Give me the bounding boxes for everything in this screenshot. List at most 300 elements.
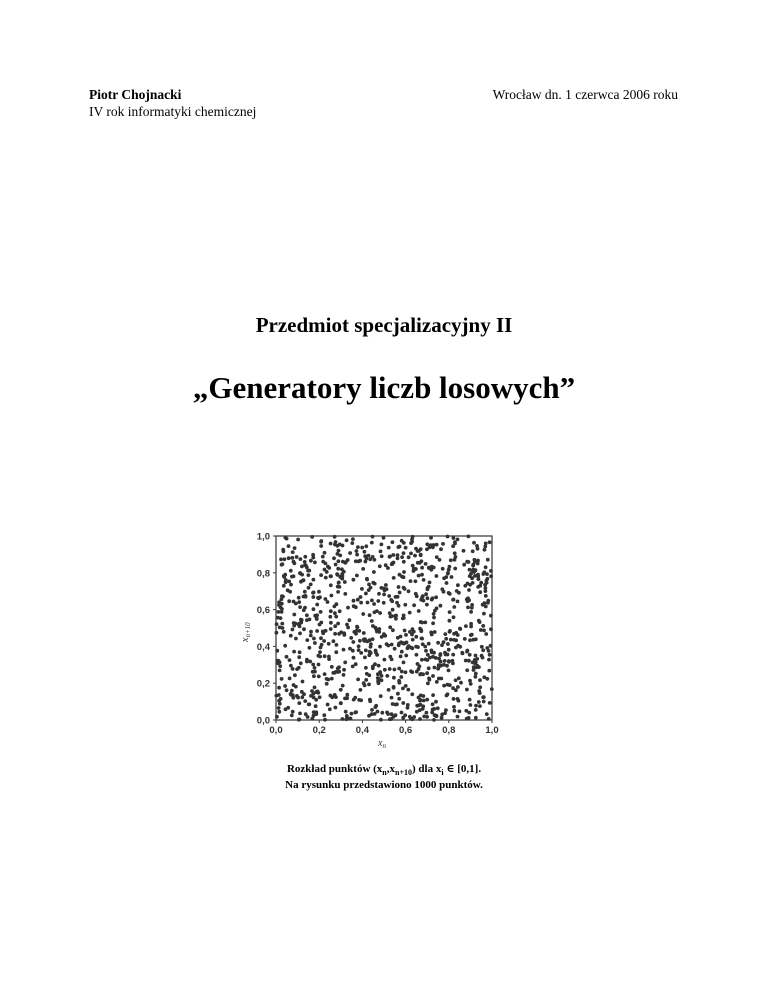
scatter-point [435, 607, 439, 611]
scatter-point [329, 609, 333, 613]
scatter-point [448, 629, 452, 633]
scatter-point [420, 566, 424, 570]
scatter-point [384, 583, 388, 587]
scatter-point [468, 698, 472, 702]
scatter-point [464, 624, 468, 628]
scatter-point [382, 593, 386, 597]
scatter-point [317, 663, 321, 667]
scatter-point [284, 580, 288, 584]
scatter-point [420, 637, 424, 641]
scatter-point [481, 648, 485, 652]
scatter-point [466, 649, 470, 653]
scatter-point [409, 579, 413, 583]
scatter-point [463, 637, 467, 641]
scatter-point [337, 559, 341, 563]
scatter-point [329, 583, 333, 587]
scatter-point [444, 637, 448, 641]
scatter-point [388, 655, 392, 659]
scatter-point [383, 589, 387, 593]
scatter-point [446, 642, 450, 646]
scatter-point [358, 559, 362, 563]
scatter-point [418, 717, 422, 721]
scatter-point [484, 565, 488, 569]
scatter-point [431, 693, 435, 697]
scatter-point [420, 573, 424, 577]
scatter-point [307, 703, 311, 707]
scatter-point [310, 535, 314, 539]
scatter-point [351, 640, 355, 644]
scatter-point [295, 555, 299, 559]
scatter-point [465, 717, 469, 721]
scatter-point [301, 680, 305, 684]
scatter-point [452, 536, 456, 540]
scatter-point [429, 536, 433, 540]
scatter-point [472, 638, 476, 642]
scatter-point [287, 580, 291, 584]
scatter-point [490, 687, 494, 691]
scatter-point [330, 594, 334, 598]
scatter-point [287, 544, 291, 548]
scatter-point [353, 711, 357, 715]
scatter-point [297, 718, 301, 722]
scatter-point [326, 600, 330, 604]
scatter-point [296, 538, 300, 542]
scatter-point [433, 713, 437, 717]
scatter-point [452, 697, 456, 701]
scatter-point [278, 664, 282, 668]
scatter-point [352, 578, 356, 582]
scatter-point [327, 655, 331, 659]
scatter-point [432, 707, 436, 711]
scatter-point [426, 587, 430, 591]
scatter-point [352, 698, 356, 702]
scatter-point [419, 553, 423, 557]
scatter-point [291, 550, 295, 554]
scatter-point [342, 570, 346, 574]
scatter-point [359, 688, 363, 692]
scatter-point [478, 685, 482, 689]
scatter-point [453, 542, 457, 546]
scatter-point [469, 703, 473, 707]
scatter-point [379, 694, 383, 698]
scatter-point [434, 595, 438, 599]
scatter-point [432, 718, 436, 722]
scatter-point [372, 570, 376, 574]
scatter-point [489, 644, 493, 648]
scatter-point [435, 543, 439, 547]
scatter-point [333, 611, 337, 615]
scatter-point [447, 591, 451, 595]
scatter-point [474, 675, 478, 679]
scatter-point [356, 598, 360, 602]
scatter-point [401, 716, 405, 720]
scatter-point [304, 712, 308, 716]
scatter-point [388, 717, 392, 721]
scatter-point [318, 655, 322, 659]
scatter-point [432, 566, 436, 570]
scatter-point [293, 546, 297, 550]
scatter-point [431, 655, 435, 659]
scatter-point [334, 706, 338, 710]
scatter-point [474, 672, 478, 676]
scatter-point [292, 574, 296, 578]
scatter-point [297, 655, 301, 659]
scatter-point [441, 567, 445, 571]
scatter-point [339, 688, 343, 692]
scatter-point [371, 581, 375, 585]
scatter-point [311, 663, 315, 667]
scatter-point [483, 548, 487, 552]
scatter-point [320, 643, 324, 647]
scatter-point [481, 572, 485, 576]
scatter-point [410, 646, 414, 650]
scatter-point [440, 716, 444, 720]
scatter-point [314, 712, 318, 716]
scatter-point [437, 657, 441, 661]
scatter-point [323, 718, 327, 722]
scatter-point [481, 624, 485, 628]
scatter-point [356, 545, 360, 549]
scatter-point [280, 677, 284, 681]
scatter-point [309, 630, 313, 634]
scatter-point [275, 631, 279, 635]
scatter-point [433, 630, 437, 634]
scatter-point [346, 626, 350, 630]
scatter-point [332, 639, 336, 643]
scatter-point [489, 614, 493, 618]
scatter-point [464, 659, 468, 663]
scatter-point [380, 711, 384, 715]
scatter-point [300, 565, 304, 569]
x-tick-label: 0,4 [355, 725, 370, 736]
scatter-point [393, 647, 397, 651]
place-date: Wrocław dn. 1 czerwca 2006 roku [492, 87, 678, 102]
scatter-point [364, 544, 368, 548]
scatter-point [415, 704, 419, 708]
scatter-point [324, 629, 328, 633]
scatter-point [463, 584, 467, 588]
scatter-point [291, 628, 295, 632]
scatter-point [375, 653, 379, 657]
scatter-point [478, 678, 482, 682]
scatter-point [397, 667, 401, 671]
scatter-point [470, 603, 474, 607]
scatter-point [466, 596, 470, 600]
scatter-point [311, 595, 315, 599]
scatter-point [412, 715, 416, 719]
scatter-point [279, 697, 283, 701]
scatter-point [392, 715, 396, 719]
scatter-point [385, 711, 389, 715]
scatter-point [448, 683, 452, 687]
scatter-point [370, 619, 374, 623]
scatter-point [419, 672, 423, 676]
scatter-point [454, 688, 458, 692]
scatter-point [452, 638, 456, 642]
scatter-point [435, 680, 439, 684]
scatter-point [311, 670, 315, 674]
scatter-point [446, 572, 450, 576]
scatter-point [397, 585, 401, 589]
scatter-point [457, 591, 461, 595]
scatter-point [300, 618, 304, 622]
scatter-point [329, 621, 333, 625]
scatter-point [424, 592, 428, 596]
scatter-point [292, 683, 296, 687]
scatter-point [331, 671, 335, 675]
x-tick-label: 0,8 [442, 725, 456, 736]
scatter-point [431, 702, 435, 706]
scatter-point [450, 575, 454, 579]
scatter-point [461, 652, 465, 656]
scatter-point [371, 535, 375, 539]
scatter-point [382, 601, 386, 605]
scatter-point [425, 603, 429, 607]
scatter-point [487, 649, 491, 653]
scatter-point [283, 557, 287, 561]
scatter-point [351, 537, 355, 541]
scatter-point [367, 683, 371, 687]
scatter-point [415, 653, 419, 657]
scatter-point [430, 633, 434, 637]
scatter-point [449, 638, 453, 642]
scatter-point [277, 706, 281, 710]
scatter-point [402, 570, 406, 574]
scatter-point [289, 692, 293, 696]
scatter-point [289, 634, 293, 638]
scatter-point [337, 665, 341, 669]
scatter-point [425, 542, 429, 546]
scatter-point [355, 625, 359, 629]
scatter-point [478, 590, 482, 594]
scatter-point [349, 636, 353, 640]
scatter-point [367, 588, 371, 592]
scatter-point [424, 562, 428, 566]
scatter-point [337, 581, 341, 585]
scatter-point [483, 545, 487, 549]
scatter-point [339, 701, 343, 705]
scatter-point [363, 550, 367, 554]
scatter-point [337, 670, 341, 674]
scatter-point [341, 717, 345, 721]
scatter-point [441, 542, 445, 546]
scatter-point [329, 574, 333, 578]
scatter-point [477, 619, 481, 623]
scatter-point [387, 594, 391, 598]
scatter-point [339, 630, 343, 634]
scatter-point [443, 711, 447, 715]
scatter-point [282, 584, 286, 588]
scatter-point [465, 688, 469, 692]
scatter-point [427, 666, 431, 670]
scatter-point [467, 711, 471, 715]
scatter-point [300, 573, 304, 577]
scatter-point [368, 613, 372, 617]
scatter-point [388, 611, 392, 615]
scatter-point [474, 654, 478, 658]
scatter-point [278, 702, 282, 706]
scatter-point [350, 712, 354, 716]
scatter-point [366, 601, 370, 605]
scatter-point [335, 643, 339, 647]
scatter-point [376, 672, 380, 676]
scatter-point [312, 674, 316, 678]
scatter-point [311, 553, 315, 557]
scatter-point [468, 638, 472, 642]
scatter-point [468, 679, 472, 683]
scatter-point [374, 649, 378, 653]
scatter-point [391, 608, 395, 612]
scatter-point [443, 632, 447, 636]
author-affiliation: IV rok informatyki chemicznej [89, 104, 257, 119]
figure-caption [0, 763, 768, 792]
scatter-point [363, 637, 367, 641]
scatter-point [291, 667, 295, 671]
scatter-point [293, 673, 297, 677]
scatter-point [382, 536, 386, 540]
scatter-point [467, 588, 471, 592]
scatter-point [474, 568, 478, 572]
scatter-point [314, 698, 318, 702]
scatter-point [333, 624, 337, 628]
scatter-point [358, 639, 362, 643]
scatter-point [402, 661, 406, 665]
scatter-point [342, 648, 346, 652]
scatter-point [398, 681, 402, 685]
scatter-point [345, 693, 349, 697]
scatter-point [318, 595, 322, 599]
scatter-point [287, 556, 291, 560]
scatter-point [391, 561, 395, 565]
scatter-point [449, 558, 453, 562]
scatter-point [444, 653, 448, 657]
scatter-point [398, 545, 402, 549]
scatter-point [323, 568, 327, 572]
scatter-point [367, 673, 371, 677]
scatter-point [380, 554, 384, 558]
scatter-point [478, 704, 482, 708]
scatter-point [421, 704, 425, 708]
scatter-point [289, 664, 293, 668]
scatter-point [484, 605, 488, 609]
scatter-point [355, 574, 359, 578]
scatter-point [315, 617, 319, 621]
scatter-point [333, 605, 337, 609]
scatter-point [378, 645, 382, 649]
scatter-point [318, 650, 322, 654]
scatter-point [343, 580, 347, 584]
scatter-point [288, 658, 292, 662]
scatter-point [397, 643, 401, 647]
scatter-point [379, 718, 383, 722]
scatter-figure [240, 528, 510, 760]
scatter-point [404, 670, 408, 674]
scatter-point [367, 653, 371, 657]
scatter-point [458, 627, 462, 631]
scatter-point [376, 599, 380, 603]
scatter-point [285, 688, 289, 692]
scatter-point [279, 558, 283, 562]
scatter-point [466, 606, 470, 610]
scatter-point [356, 678, 360, 682]
scatter-point [420, 658, 424, 662]
scatter-point [383, 658, 387, 662]
scatter-point [355, 549, 359, 553]
scatter-point [325, 682, 329, 686]
x-tick-label: 1,0 [485, 725, 499, 736]
scatter-point [423, 621, 427, 625]
scatter-point [443, 659, 447, 663]
scatter-point [456, 583, 460, 587]
scatter-point [469, 610, 473, 614]
scatter-point [421, 642, 425, 646]
scatter-point [471, 564, 475, 568]
scatter-point [350, 541, 354, 545]
scatter-point [298, 632, 302, 636]
scatter-point [469, 572, 473, 576]
scatter-point [354, 605, 358, 609]
scatter-point [388, 625, 392, 629]
scatter-point [442, 576, 446, 580]
scatter-point [284, 707, 288, 711]
scatter-point [424, 649, 428, 653]
scatter-point [309, 583, 313, 587]
scatter-point [402, 551, 406, 555]
scatter-point [278, 669, 282, 673]
scatter-point [319, 544, 323, 548]
scatter-point [361, 612, 365, 616]
scatter-point [442, 590, 446, 594]
scatter-point [481, 695, 485, 699]
scatter-point [417, 609, 421, 613]
scatter-point [345, 538, 349, 542]
scatter-point [377, 664, 381, 668]
scatter-point [346, 558, 350, 562]
scatter-point [436, 706, 440, 710]
scatter-point [453, 558, 457, 562]
scatter-point [342, 668, 346, 672]
scatter-point [489, 574, 493, 578]
scatter-point [395, 601, 399, 605]
scatter-point [327, 642, 331, 646]
scatter-point [312, 607, 316, 611]
scatter-point [302, 692, 306, 696]
scatter-point [456, 697, 460, 701]
scatter-point [473, 560, 477, 564]
scatter-point [327, 566, 331, 570]
scatter-point [388, 555, 392, 559]
scatter-point [277, 686, 281, 690]
scatter-point [407, 589, 411, 593]
scatter-point [422, 699, 426, 703]
scatter-point [297, 596, 301, 600]
scatter-point [303, 560, 307, 564]
author-block [89, 86, 256, 120]
scatter-point [322, 639, 326, 643]
scatter-point [409, 552, 413, 556]
scatter-point [433, 666, 437, 670]
scatter-point [391, 540, 395, 544]
scatter-point [435, 555, 439, 559]
scatter-point [288, 677, 292, 681]
scatter-point [302, 627, 306, 631]
y-tick-label: 0,2 [256, 678, 270, 690]
scatter-point [428, 678, 432, 682]
scatter-point [385, 674, 389, 678]
scatter-point [379, 550, 383, 554]
scatter-point [304, 564, 308, 568]
scatter-point [402, 586, 406, 590]
